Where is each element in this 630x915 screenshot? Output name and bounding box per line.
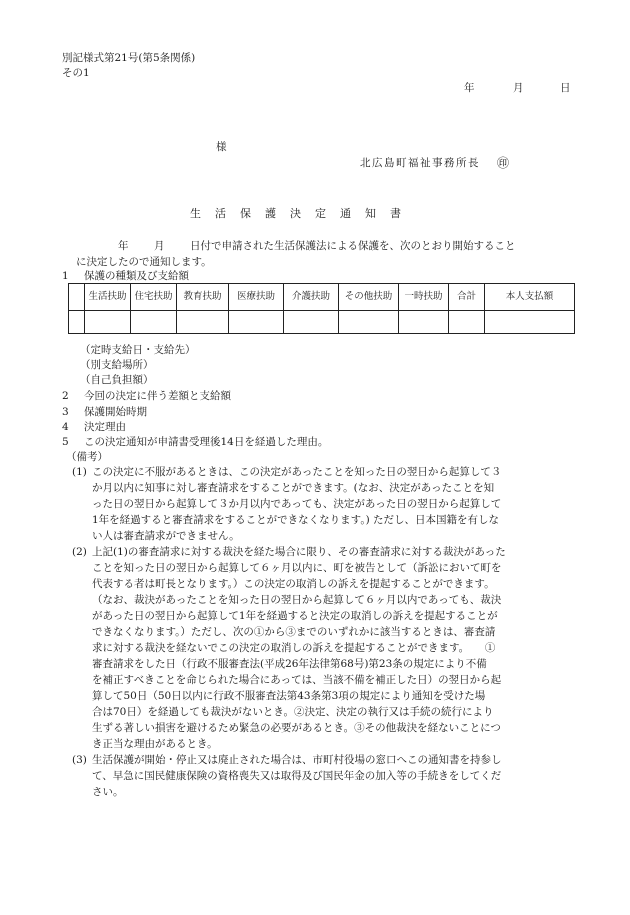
remark-2-line: 合は70日）を経過しても裁決がないとき。②決定、決定の執行又は手続の続行により bbox=[92, 706, 494, 718]
table-header-cell: 一時扶助 bbox=[399, 284, 449, 311]
table-header-cell: 合計 bbox=[449, 284, 485, 311]
section-5-label: この決定通知が申請書受理後14日を経過した理由。 bbox=[84, 436, 329, 448]
remark-2-line: 代表する者は町長となります。）この決定の取消しの訴えを提起することができます。 bbox=[92, 578, 495, 590]
date-month: 月 bbox=[513, 82, 524, 94]
remark-2-line: できなくなります。）ただし、次の①から③までのいずれかに該当するときは、審査請 bbox=[92, 626, 496, 638]
date-day: 日 bbox=[560, 82, 571, 94]
table-value-row bbox=[69, 311, 575, 334]
table-cell bbox=[229, 311, 284, 334]
table-header-cell: その他扶助 bbox=[339, 284, 399, 311]
section-4-label: 決定理由 bbox=[84, 421, 126, 433]
table-header-cell: 本人支払額 bbox=[485, 284, 575, 311]
table-cell bbox=[85, 311, 131, 334]
remark-2-line: き正当な理由があるとき。 bbox=[92, 738, 218, 750]
intro-text-1: 日付で申請された生活保護法による保護を、次のとおり開始すること bbox=[190, 240, 516, 252]
section-2-number: 2 bbox=[62, 390, 69, 402]
table-header-cell: 生活扶助 bbox=[85, 284, 131, 311]
benefit-amount-table bbox=[68, 283, 575, 334]
remark-1-line: か月以内に知事に対し審査請求をすることができます。(なお、決定があったことを知 bbox=[92, 482, 495, 494]
table-cell bbox=[177, 311, 229, 334]
sub-item-payment-date: （定時支給日・支給先） bbox=[80, 344, 196, 356]
remark-1-line: この決定に不服があるときは、この決定があったことを知った日の翌日から起算して３ bbox=[92, 466, 502, 478]
table-header-cell: 医療扶助 bbox=[229, 284, 284, 311]
remark-2-line: 上記(1)の審査請求に対する裁決を経た場合に限り、その審査請求に対する裁決があった bbox=[92, 546, 506, 558]
sender-name: 北広島町福祉事務所長 bbox=[360, 157, 480, 169]
remark-2-line: 算して50日（50日以内に行政不服審査法第43条第3項の規定により通知を受けた場 bbox=[92, 690, 486, 702]
section-1-label: 保護の種類及び支給額 bbox=[84, 270, 189, 282]
recipient-suffix: 様 bbox=[216, 141, 227, 153]
table-header-cell: 教育扶助 bbox=[177, 284, 229, 311]
section-1-number: 1 bbox=[62, 270, 69, 282]
section-5-number: 5 bbox=[62, 436, 69, 448]
remark-1-line: った日の翌日から起算して３か月以内であっても、決定があった日の翌日から起算して bbox=[92, 498, 502, 510]
form-label: 別記様式第21号(第5条関係) bbox=[62, 52, 196, 64]
sub-item-payment-place: （別支給場所） bbox=[80, 359, 154, 371]
document-title: 生活保護決定通知書 bbox=[190, 207, 415, 220]
table-cell bbox=[339, 311, 399, 334]
remark-2-line: （なお、裁決があったことを知った日の翌日から起算して６ヶ月以内であっても、裁決 bbox=[92, 594, 502, 606]
remark-3-line: 生活保護が開始・停止又は廃止された場合は、市町村役場の窓口へこの通知書を持参し bbox=[92, 754, 502, 766]
intro-month: 月 bbox=[154, 240, 165, 252]
remark-2-line: ことを知った日の翌日から起算して６ヶ月以内に、町を被告として（訴訟において町を bbox=[92, 562, 502, 574]
remarks-label: （備考） bbox=[66, 451, 108, 463]
remark-1-number: (1) bbox=[72, 466, 87, 478]
remark-2-line: 審査請求をした日（行政不服審査法(平成26年法律第68号)第23条の規定により不備 bbox=[92, 658, 487, 670]
table-cell bbox=[284, 311, 339, 334]
remark-2-line: 生ずる著しい損害を避けるため緊急の必要があるとき。③その他裁決を経ないことにつ bbox=[92, 722, 501, 734]
table-header-cell: 住宅扶助 bbox=[131, 284, 177, 311]
section-3-number: 3 bbox=[62, 406, 69, 418]
section-3-label: 保護開始時期 bbox=[84, 406, 147, 418]
table-cell bbox=[131, 311, 177, 334]
table-header-row bbox=[69, 284, 575, 311]
remark-3-line: て、早急に国民健康保険の資格喪失又は取得及び国民年金の加入等の手続きをしてくだ bbox=[92, 770, 502, 782]
intro-text-2: に決定したので通知します。 bbox=[76, 256, 212, 268]
remark-1-line: 1年を経過すると審査請求をすることができなくなります。) ただし、日本国籍を有しな bbox=[92, 514, 500, 526]
table-header-cell: 介護扶助 bbox=[284, 284, 339, 311]
form-sub-label: その1 bbox=[62, 67, 90, 79]
remark-2-line: を補正すべきことを命じられた場合にあっては、当該不備を補正した日）の翌日から起 bbox=[92, 674, 502, 686]
table-cell bbox=[69, 311, 85, 334]
remark-3-number: (3) bbox=[72, 754, 87, 766]
seal-mark: ㊞ bbox=[497, 156, 510, 170]
table-cell bbox=[449, 311, 485, 334]
remark-2-number: (2) bbox=[72, 546, 87, 558]
section-4-number: 4 bbox=[62, 421, 69, 433]
remark-3-line: さい。 bbox=[92, 786, 124, 798]
remark-2-line: 求に対する裁決を経ないでこの決定の取消しの訴えを提起することができます。 ① bbox=[92, 642, 496, 654]
section-2-label: 今回の決定に伴う差額と支給額 bbox=[84, 390, 231, 402]
remark-1-line: い人は審査請求ができません。 bbox=[92, 530, 240, 542]
remark-2-line: があった日の翌日から起算して1年を経過すると決定の取消しの訴えを提起することが bbox=[92, 610, 498, 622]
table-cell bbox=[399, 311, 449, 334]
intro-year: 年 bbox=[118, 240, 129, 252]
table-header-cell bbox=[69, 284, 85, 311]
date-year: 年 bbox=[464, 82, 475, 94]
sub-item-self-burden: （自己負担額） bbox=[80, 374, 154, 386]
table-cell bbox=[485, 311, 575, 334]
